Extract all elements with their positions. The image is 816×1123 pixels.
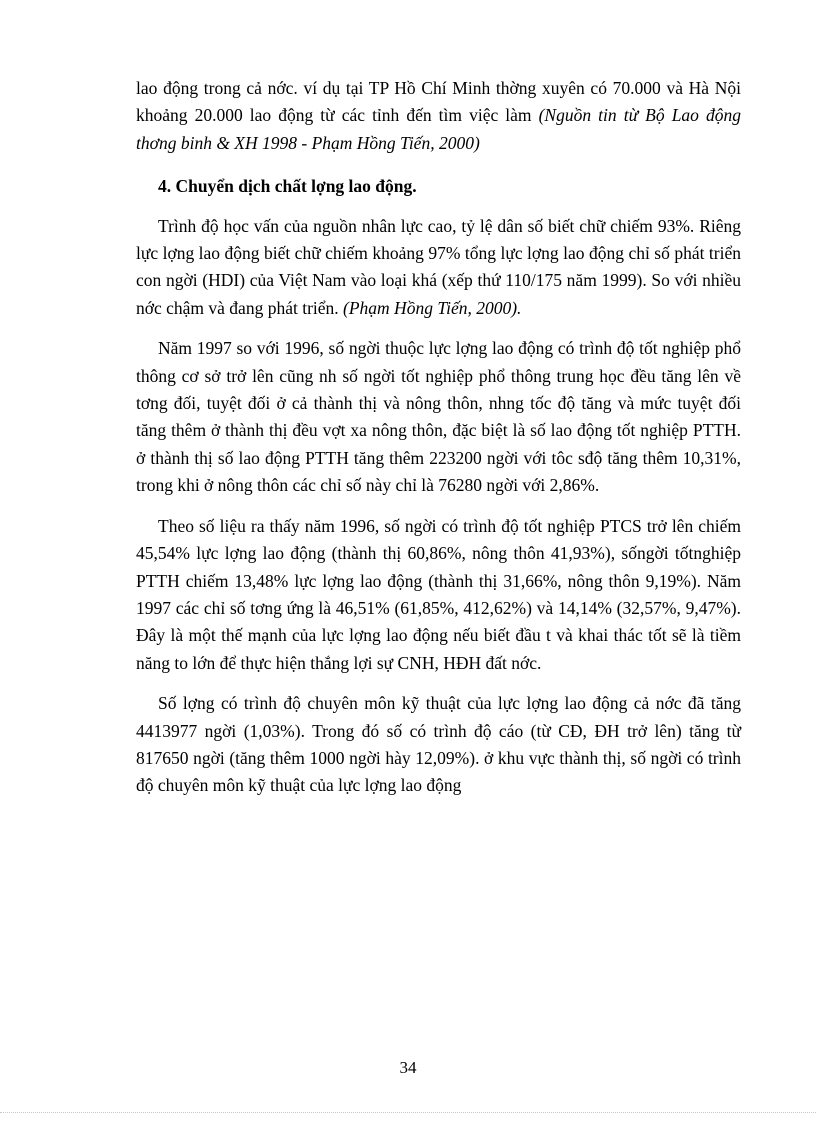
paragraph-1997-comparison: Năm 1997 so với 1996, số ngời thuộc lực lợng lao động có trình độ tốt nghiệp phổ thông cơ sở trở lên cũng nh số ngời tốt nghiệp phổ thông trung học đều tăng lên về tơng đối, tuyệt đối ở cả thành thị và nông thôn, nhng tốc độ tăng và mức tuyệt đối tăng thêm ở thành thị đều vợt xa nông thôn, đặc biệt là số lao động tốt nghiệp PTTH. ở thành thị số lao động PTTH tăng thêm 223200 ngời với tôc sđộ tăng thêm 10,31%, trong khi ở nông thôn các chỉ số này chỉ là 76280 ngời với 2,86%. [136, 338, 741, 496]
citation: (Nguồn tin từ Bộ Lao động thơng binh & XH 1998 - Phạm Hồng Tiến, 2000) [136, 105, 741, 153]
document-body [136, 75, 741, 813]
paragraph-1996-statistics: Theo số liệu ra thấy năm 1996, số ngời có trình độ tốt nghiệp PTCS trở lên chiếm 45,54% lực lợng lao động (thành thị 60,86%, nông thôn 41,93%), sốngời tốtnghiệp PTTH chiếm 13,48% lực lợng lao động (thành thị 31,66%, nông thôn 9,19%). Năm 1997 các chỉ số tơng ứng là 46,51% (61,85%, 412,62%) và 14,14% (32,57%, 9,47%). Đây là một thế mạnh của lực lợng lao động nếu biết đầu t và khai thác tốt sẽ là tiềm năng to lớn để thực hiện thắng lợi sự CNH, HĐH đất nớc. [136, 515, 741, 673]
paragraph-text: lao động trong cả nớc. ví dụ tại TP Hồ Chí Minh thờng xuyên có 70.000 và Hà Nội khoảng 20.000 lao động từ các tỉnh đến tìm việc làm [136, 78, 741, 126]
page-edge-divider [0, 1112, 816, 1113]
citation: (Phạm Hồng Tiến, 2000). [343, 297, 522, 318]
paragraph-continuation [136, 75, 741, 157]
paragraph-text: Trình độ học vấn của nguồn nhân lực cao, tỷ lệ dân số biết chữ chiếm 93%. Riêng lực lợng lao động biết chữ chiếm khoảng 97% tổng lực lợng lao động chỉ số phát triển con ngời (HDI) của Việt Nam vào loại khá (xếp thứ 110/175 năm 1999). So với nhiều nớc chậm và đang phát triển. [136, 215, 741, 318]
paragraph-education [136, 213, 741, 323]
section-heading: 4. Chuyển dịch chất lợng lao động. [158, 176, 417, 197]
page-number: 34 [399, 1058, 417, 1077]
paragraph-technical-qualifications: Số lợng có trình độ chuyên môn kỹ thuật của lực lợng lao động cả nớc đã tăng 4413977 ngời (1,03%). Trong đó số có trình độ cáo (từ CĐ, ĐH trở lên) tăng từ 817650 ngời (tăng thêm 1000 ngời hày 12,09%). ở khu vực thành thị, số ngời có trình độ chuyên môn kỹ thuật của lực lợng lao động [136, 693, 741, 796]
